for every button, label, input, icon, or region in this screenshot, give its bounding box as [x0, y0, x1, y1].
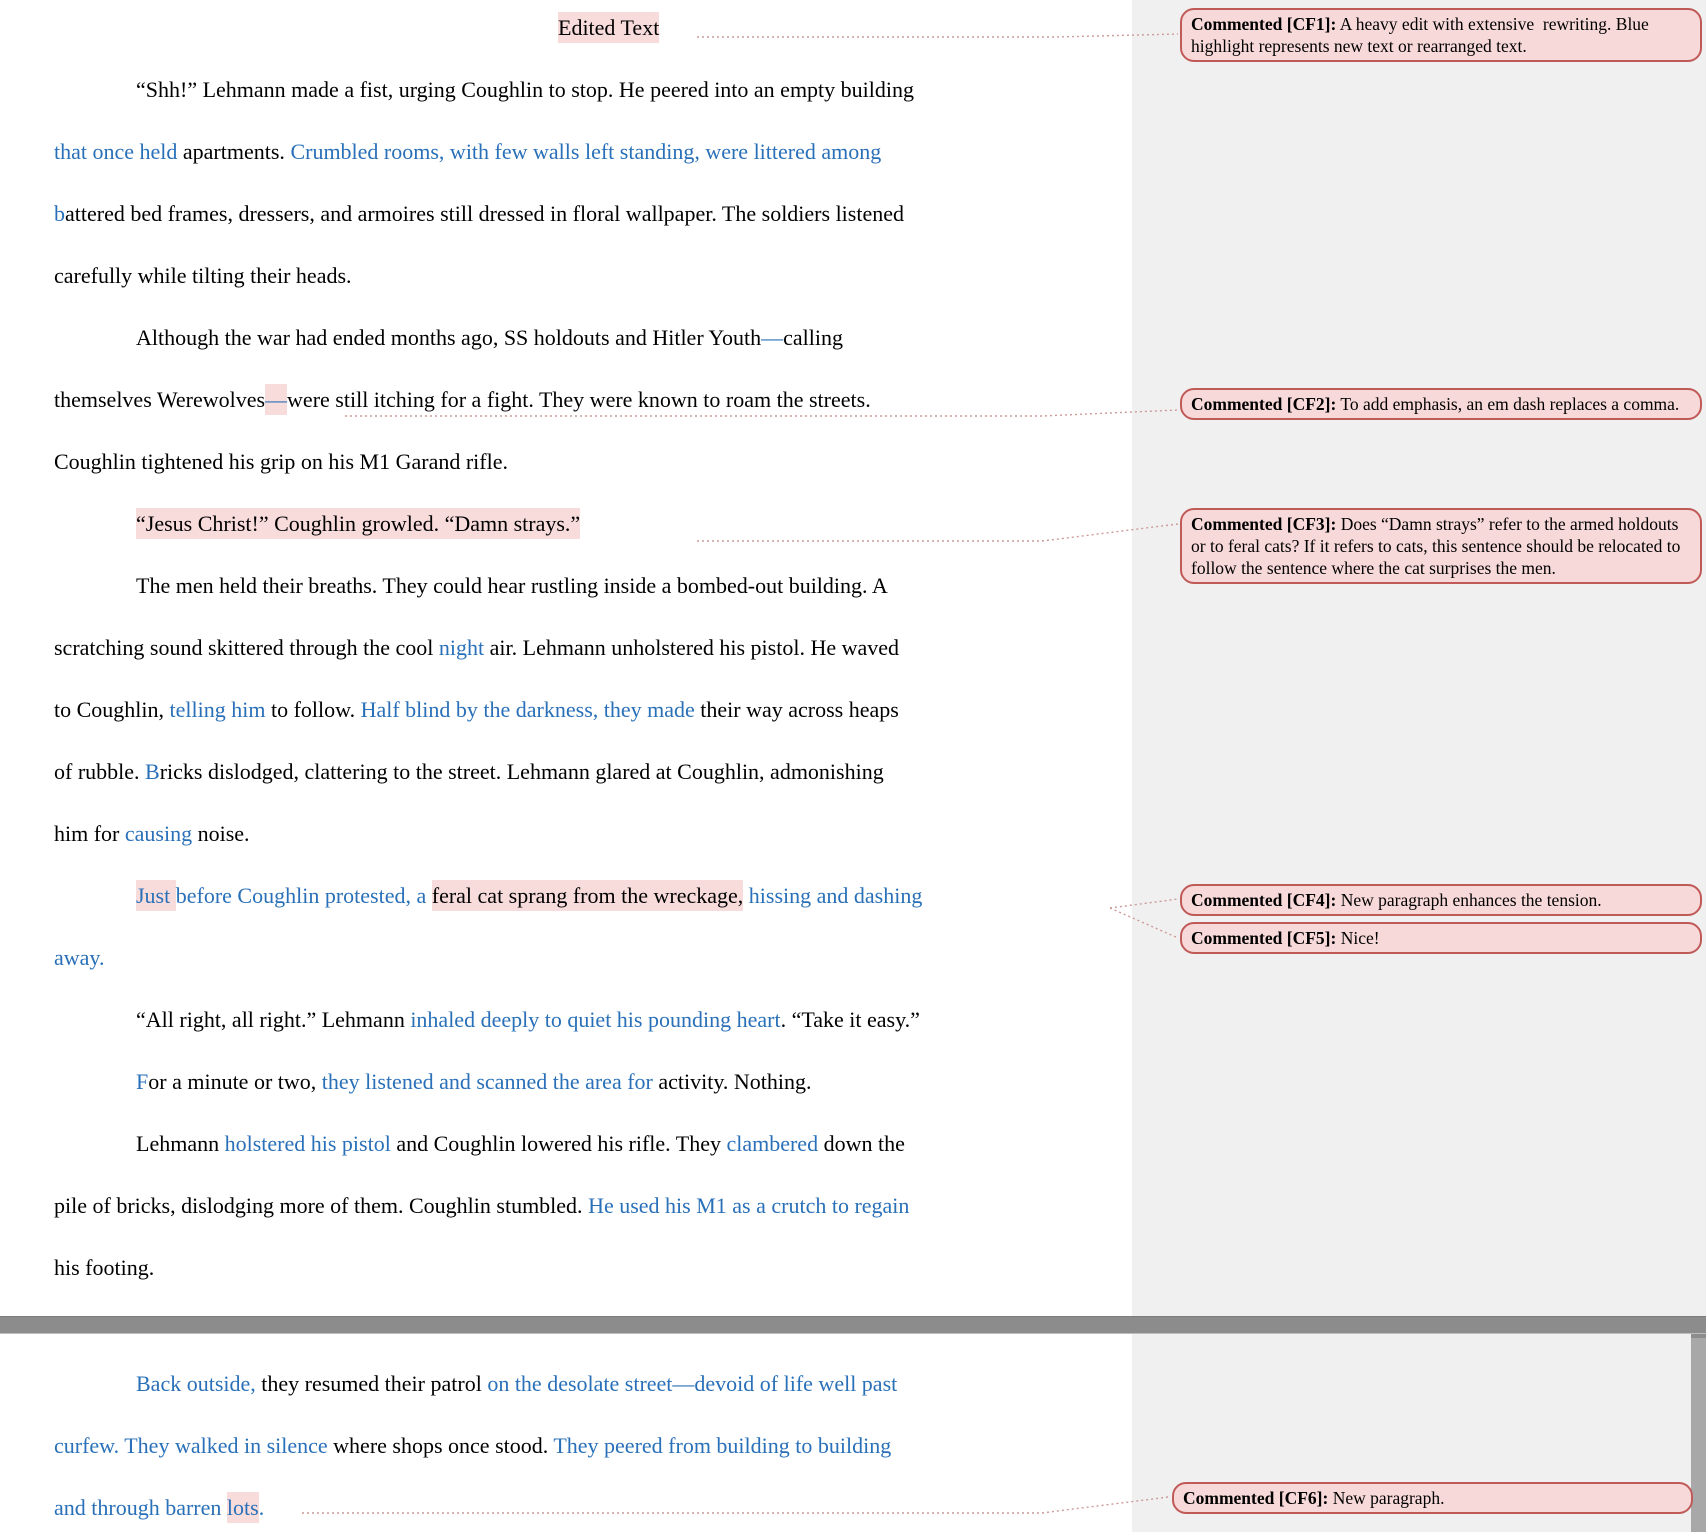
commented-text-highlight: “Jesus Christ!” Coughlin growled. “Damn strays.”: [136, 511, 581, 536]
comment-label: Commented [CF6]:: [1183, 1488, 1329, 1508]
text-segment: attered bed frames, dressers, and armoires still dressed in floral wallpaper. The soldiers listened: [65, 201, 904, 226]
document-line: [54, 446, 508, 477]
text-segment: Crumbled rooms, with few walls left standing, were littered among: [290, 139, 882, 164]
commented-text-highlight: lots: [226, 1495, 259, 1520]
comment-text: Does “Damn strays” refer to the armed holdouts or to feral cats? If it refers to cats, this sentence should be relocated to follow the sentence where the cat surprises the men.: [1191, 514, 1685, 578]
comment-CF4[interactable]: [1180, 884, 1702, 916]
document-line: [54, 1190, 909, 1221]
comment-CF1[interactable]: [1180, 8, 1702, 62]
text-segment: hissing and dashing: [743, 883, 923, 908]
comment-label: Commented [CF5]:: [1191, 928, 1337, 948]
text-segment: away.: [54, 945, 105, 970]
text-segment: before Coughlin protested, a: [175, 883, 432, 908]
text-segment: to Coughlin,: [54, 697, 170, 722]
text-segment: themselves Werewolves: [54, 387, 266, 412]
text-segment: their way across heaps: [694, 697, 899, 722]
document-line: [136, 1066, 812, 1097]
text-segment: or a minute or two,: [148, 1069, 322, 1094]
text-segment: that once held: [54, 139, 183, 164]
comment-label: Commented [CF2]:: [1191, 394, 1337, 414]
document-line: [54, 818, 250, 849]
text-segment: they listened and scanned the area for: [321, 1069, 653, 1094]
text-segment: They peered from building to building: [553, 1433, 892, 1458]
document-line: [54, 756, 884, 787]
text-segment: calling: [783, 325, 844, 350]
document-line: [54, 1252, 154, 1283]
comment-text: To add emphasis, an em dash replaces a comma.: [1336, 394, 1680, 414]
document-line: [54, 1492, 264, 1523]
leader-cf5: [1110, 908, 1178, 938]
comment-CF6[interactable]: [1172, 1482, 1693, 1514]
text-segment: down the: [818, 1131, 905, 1156]
text-segment: telling him: [169, 697, 266, 722]
text-segment: The men held their breaths. They could hear rustling inside a bombed-out building. A: [136, 573, 888, 598]
text-segment: and through barren: [54, 1495, 227, 1520]
document-line: [54, 942, 105, 973]
text-segment: of rubble.: [54, 759, 146, 784]
commented-text-highlight: Just: [136, 883, 176, 908]
comment-text: Nice!: [1336, 928, 1380, 948]
text-segment: scratching sound skittered through the cool: [54, 635, 439, 660]
document-line: [54, 136, 881, 167]
text-segment: air. Lehmann unholstered his pistol. He waved: [484, 635, 900, 660]
text-segment: him for: [54, 821, 125, 846]
leader-cf3: [697, 524, 1178, 541]
text-segment: apartments.: [182, 139, 291, 164]
document-line: [54, 198, 904, 229]
text-segment: were still itching for a fight. They were known to roam the streets.: [287, 387, 871, 412]
text-segment: Half blind by the darkness, they made: [360, 697, 695, 722]
text-segment: Back outside,: [136, 1371, 256, 1396]
comment-CF5[interactable]: [1180, 922, 1702, 954]
text-segment: Although the war had ended months ago, SS holdouts and Hitler Youth: [136, 325, 762, 350]
text-segment: .: [258, 1495, 265, 1520]
comment-label: Commented [CF3]:: [1191, 514, 1337, 534]
comment-CF3[interactable]: [1180, 508, 1702, 584]
leader-cf6: [302, 1497, 1168, 1513]
text-segment: ricks dislodged, clattering to the street. Lehmann glared at Coughlin, admonishing: [159, 759, 884, 784]
document-line: [136, 322, 843, 353]
text-segment: F: [136, 1069, 149, 1094]
text-segment: to follow.: [265, 697, 361, 722]
comment-text: New paragraph enhances the tension.: [1336, 890, 1602, 910]
leader-cf4: [1110, 899, 1178, 908]
text-segment: and Coughlin lowered his rifle. They: [390, 1131, 727, 1156]
document-line: [136, 1004, 920, 1035]
text-segment: clambered: [726, 1131, 819, 1156]
document-line: [54, 1430, 891, 1461]
leader-cf1: [697, 34, 1178, 37]
document-line: [54, 260, 352, 291]
text-segment: noise.: [192, 821, 250, 846]
document-line: [54, 694, 899, 725]
text-segment: on the desolate street—devoid of life well past: [487, 1371, 898, 1396]
text-segment: “Shh!” Lehmann made a fist, urging Coughlin to stop. He peered into an empty building: [136, 77, 915, 102]
comment-label: Commented [CF4]:: [1191, 890, 1337, 910]
document-line: [136, 570, 888, 601]
text-segment: where shops once stood.: [327, 1433, 554, 1458]
document-line: [136, 1368, 897, 1399]
text-segment: they resumed their patrol: [255, 1371, 488, 1396]
document-line: [136, 508, 580, 539]
commented-text-highlight: feral cat sprang from the wreckage,: [431, 883, 744, 908]
comment-label: Commented [CF1]:: [1191, 14, 1337, 34]
document-title: [558, 12, 659, 43]
text-segment: b: [54, 201, 65, 226]
text-segment: Lehmann: [136, 1131, 225, 1156]
document-line: [136, 74, 914, 105]
text-segment: inhaled deeply to quiet his pounding heart: [410, 1007, 781, 1032]
document-line: [54, 384, 871, 415]
comment-text: A heavy edit with extensive rewriting. Blue highlight represents new text or rearranged text.: [1191, 14, 1654, 56]
text-segment: causing: [124, 821, 193, 846]
text-segment: activity. Nothing.: [652, 1069, 812, 1094]
comment-text: New paragraph.: [1328, 1488, 1445, 1508]
commented-text-highlight: Edited Text: [558, 15, 660, 40]
text-segment: holstered his pistol: [224, 1131, 391, 1156]
document-line: [136, 880, 922, 911]
text-segment: “All right, all right.” Lehmann: [136, 1007, 411, 1032]
text-segment: —: [761, 325, 784, 350]
comment-CF2[interactable]: [1180, 388, 1702, 420]
text-segment: Coughlin tightened his grip on his M1 Garand rifle.: [54, 449, 508, 474]
document-line: [136, 1128, 905, 1159]
text-segment: He used his M1 as a crutch to regain: [588, 1193, 910, 1218]
commented-text-highlight: —: [265, 387, 288, 412]
document-line: [54, 632, 899, 663]
text-segment: curfew. They walked in silence: [54, 1433, 328, 1458]
text-segment: carefully while tilting their heads.: [54, 263, 352, 288]
text-segment: his footing.: [54, 1255, 155, 1280]
text-segment: pile of bricks, dislodging more of them. Coughlin stumbled.: [54, 1193, 589, 1218]
text-segment: . “Take it easy.”: [780, 1007, 920, 1032]
text-segment: B: [145, 759, 160, 784]
text-segment: night: [438, 635, 485, 660]
